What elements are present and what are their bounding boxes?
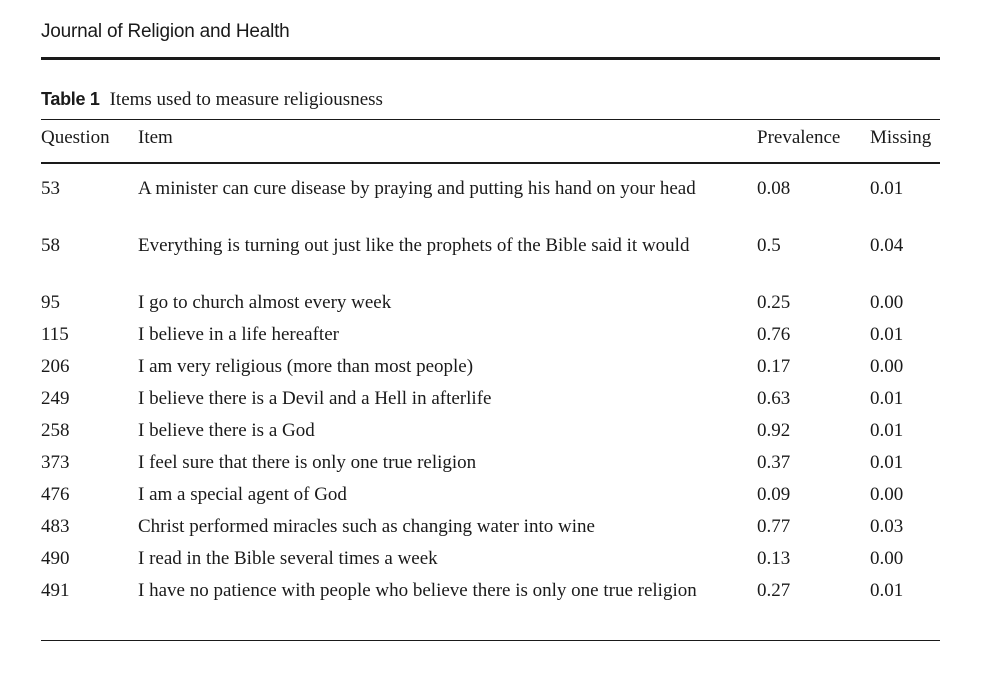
item-cell: Christ performed miracles such as changing water into wine bbox=[138, 516, 595, 537]
table-row bbox=[41, 322, 940, 354]
missing-cell: 0.00 bbox=[870, 548, 904, 569]
question-cell: 490 bbox=[41, 548, 70, 569]
missing-cell: 0.00 bbox=[870, 292, 904, 313]
prevalence-cell: 0.08 bbox=[757, 178, 791, 199]
table-row bbox=[41, 233, 940, 290]
table-caption-text: Items used to measure religiousness bbox=[109, 89, 383, 110]
prevalence-cell: 0.13 bbox=[757, 548, 791, 569]
missing-cell: 0.01 bbox=[870, 580, 904, 601]
table-row bbox=[41, 482, 940, 514]
column-header-prevalence: Prevalence bbox=[757, 127, 841, 148]
table-row bbox=[41, 418, 940, 450]
prevalence-cell: 0.92 bbox=[757, 420, 791, 441]
column-header-question: Question bbox=[41, 127, 110, 148]
item-cell: I go to church almost every week bbox=[138, 292, 392, 313]
table-row bbox=[41, 450, 940, 482]
table-row bbox=[41, 546, 940, 578]
missing-cell: 0.00 bbox=[870, 356, 904, 377]
item-cell: I believe there is a God bbox=[138, 420, 315, 441]
table-bottom-rule bbox=[41, 640, 940, 641]
question-cell: 53 bbox=[41, 178, 60, 199]
table-row bbox=[41, 514, 940, 546]
column-header-item: Item bbox=[138, 127, 173, 148]
question-cell: 373 bbox=[41, 452, 70, 473]
prevalence-cell: 0.63 bbox=[757, 388, 791, 409]
table-row bbox=[41, 578, 940, 635]
missing-cell: 0.03 bbox=[870, 516, 904, 537]
table-row bbox=[41, 290, 940, 322]
item-cell: I am very religious (more than most people) bbox=[138, 356, 474, 377]
table-body bbox=[41, 176, 940, 635]
header-rule bbox=[41, 57, 940, 60]
prevalence-cell: 0.27 bbox=[757, 580, 791, 601]
missing-cell: 0.01 bbox=[870, 420, 904, 441]
missing-cell: 0.01 bbox=[870, 324, 904, 345]
prevalence-cell: 0.77 bbox=[757, 516, 791, 537]
question-cell: 476 bbox=[41, 484, 70, 505]
question-cell: 249 bbox=[41, 388, 70, 409]
table-label: Table 1 bbox=[41, 89, 100, 109]
question-cell: 483 bbox=[41, 516, 70, 537]
table-row bbox=[41, 386, 940, 418]
prevalence-cell: 0.09 bbox=[757, 484, 791, 505]
prevalence-cell: 0.17 bbox=[757, 356, 791, 377]
table-header-rule bbox=[41, 162, 940, 164]
question-cell: 58 bbox=[41, 235, 60, 256]
question-cell: 491 bbox=[41, 580, 70, 601]
question-cell: 95 bbox=[41, 292, 60, 313]
item-cell: I have no patience with people who believe there is only one true religion bbox=[138, 580, 697, 601]
prevalence-cell: 0.37 bbox=[757, 452, 791, 473]
item-cell: I read in the Bible several times a week bbox=[138, 548, 438, 569]
missing-cell: 0.04 bbox=[870, 235, 904, 256]
prevalence-cell: 0.5 bbox=[757, 235, 781, 256]
item-cell: I believe there is a Devil and a Hell in afterlife bbox=[138, 388, 492, 409]
table-row bbox=[41, 176, 940, 233]
item-cell: I am a special agent of God bbox=[138, 484, 347, 505]
item-cell: A minister can cure disease by praying and putting his hand on your head bbox=[138, 178, 696, 199]
question-cell: 115 bbox=[41, 324, 69, 345]
journal-title: Journal of Religion and Health bbox=[41, 21, 290, 42]
missing-cell: 0.01 bbox=[870, 178, 904, 199]
table-caption bbox=[41, 89, 383, 111]
missing-cell: 0.01 bbox=[870, 452, 904, 473]
prevalence-cell: 0.25 bbox=[757, 292, 791, 313]
missing-cell: 0.00 bbox=[870, 484, 904, 505]
prevalence-cell: 0.76 bbox=[757, 324, 791, 345]
table-row bbox=[41, 354, 940, 386]
column-header-missing: Missing bbox=[870, 127, 932, 148]
question-cell: 258 bbox=[41, 420, 70, 441]
item-cell: Everything is turning out just like the prophets of the Bible said it would bbox=[138, 235, 690, 256]
item-cell: I believe in a life hereafter bbox=[138, 324, 339, 345]
question-cell: 206 bbox=[41, 356, 70, 377]
table-top-rule bbox=[41, 119, 940, 120]
missing-cell: 0.01 bbox=[870, 388, 904, 409]
item-cell: I feel sure that there is only one true religion bbox=[138, 452, 477, 473]
